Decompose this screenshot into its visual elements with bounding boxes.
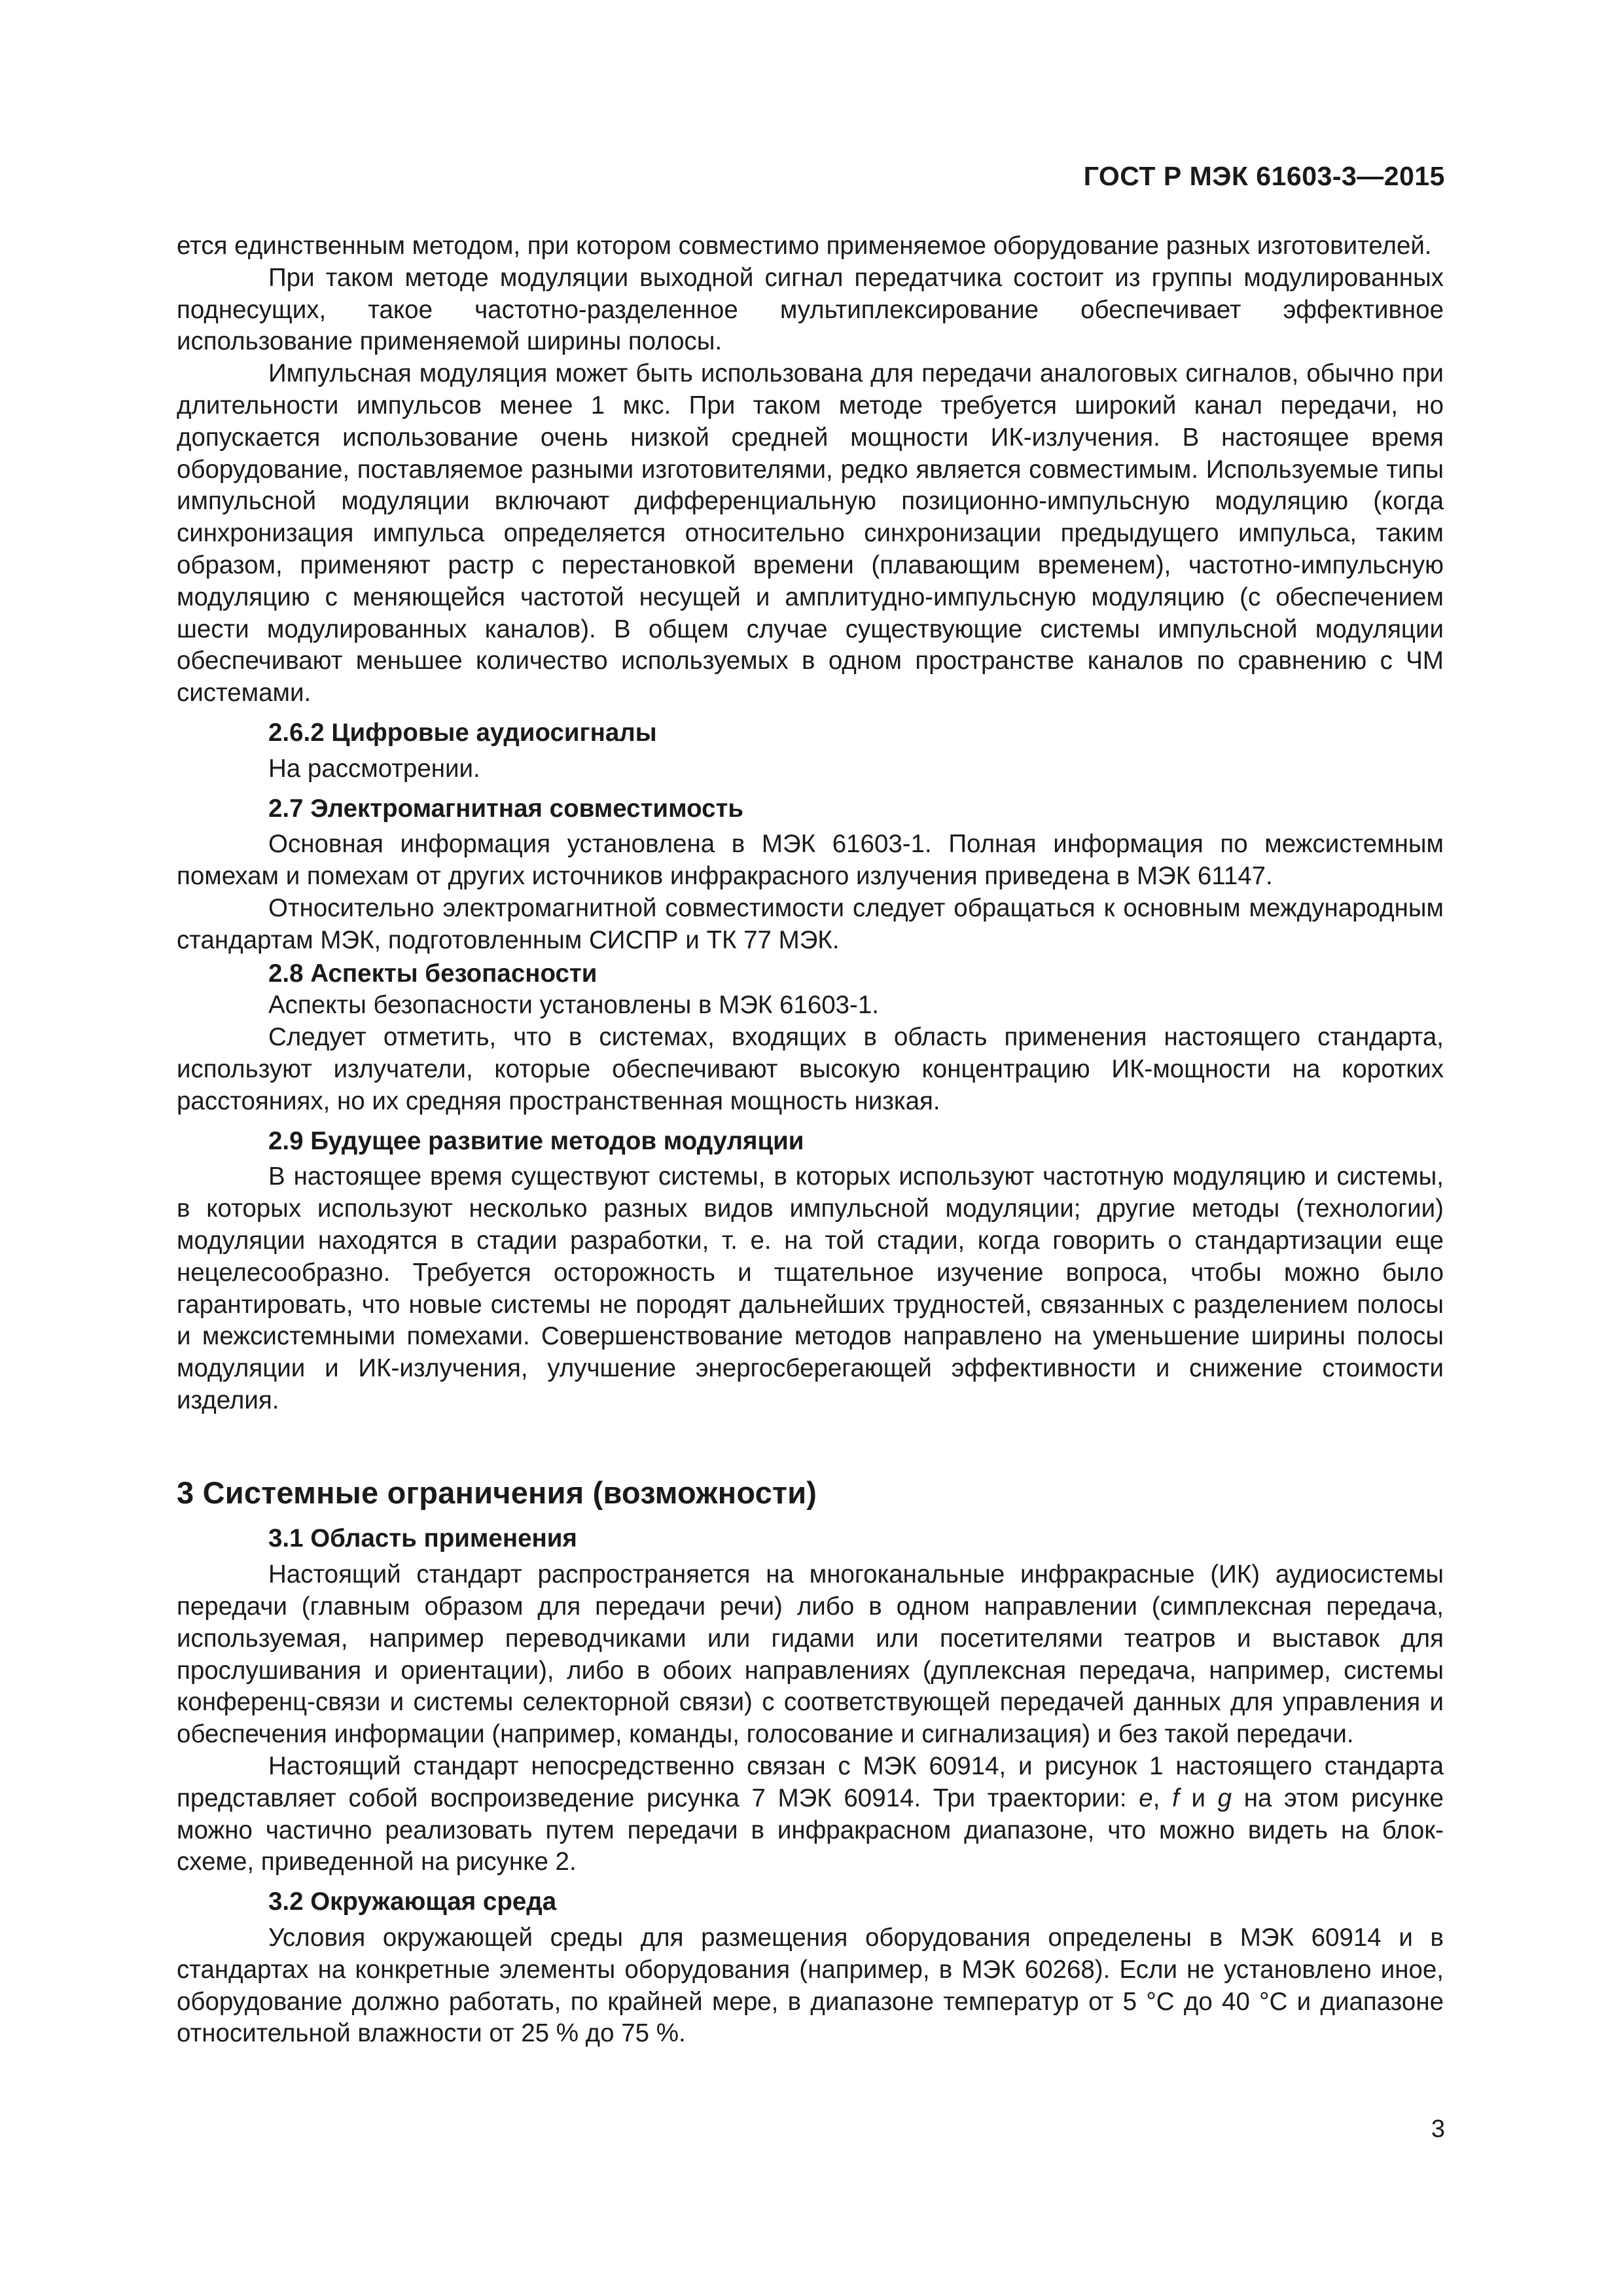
subsection-2-6-2-title: 2.6.2 Цифровые аудиосигналы — [268, 718, 657, 747]
subsection-3-2-title: 3.2 Окружающая среда — [268, 1888, 557, 1916]
subsection-2-7-paragraph-1: Основная информация установлена в МЭК 61603-1. Полная информация по межсистемным помехам и помехам от других источников инфракрасного излучения приведена в МЭК 61147. — [177, 830, 1444, 891]
subsection-3-1-paragraph-1: Настоящий стандарт распространяется на многоканальные инфракрасные (ИК) аудиосистемы передачи (главным образом для передачи речи) либо в одном направлении (симплексная передача, используемая, например переводчиками или гидами или посетителями театров и выставок для прослушивания и ориентации), либо в обоих направлениях (дуплексная передача, например, системы конференц-связи и системы селекторной связи) с соответствующей передачей данных для управления и обеспечения информации (например, команды, голосование и сигнализация) и без такой передачи. — [177, 1560, 1444, 1749]
subsection-2-7-paragraph-2: Относительно электромагнитной совместимости следует обращаться к основным международным стандартам МЭК, подготовленным СИСПР и ТК 77 МЭК. — [177, 893, 1444, 954]
document-body — [177, 230, 1444, 2050]
trajectory-g: g — [1217, 1784, 1232, 1812]
section-3-title: 3 Системные ограничения (возможности) — [177, 1475, 817, 1510]
paragraph-modulation-output: При таком методе модуляции выходной сигнал передатчика состоит из группы модулированных поднесущих, такое частотно-разделенное мультиплексирование обеспечивает эффективное использование применяемой ширины полосы. — [177, 263, 1444, 356]
paragraph-pulse-modulation: Импульсная модуляция может быть использована для передачи аналоговых сигналов, обычно при длительности импульсов менее 1 мкс. При таком методе требуется широкий канал передачи, но допускается использование очень низкой средней мощности ИК-излучения. В настоящее время оборудование, поставляемое разными изготовителями, редко является совместимым. Используемые типы импульсной модуляции включают дифференциальную позиционно-импульсную модуляцию (когда синхронизация импульса определяется относительно синхронизации предыдущего импульса, таким образом, применяют растр с перестановкой времени (плавающим временем), частотно-импульсную модуляцию с меняющейся частотой несущей и амплитудно-импульсную модуляцию (с обеспечением шести модулированных каналов). В общем случае существующие системы импульсной модуляции обеспечивают меньшее количество используемых в одном пространстве каналов по сравнению с ЧМ системами. — [177, 359, 1444, 708]
subsection-2-8-paragraph-1: Аспекты безопасности установлены в МЭК 61603-1. — [268, 991, 879, 1020]
subsection-2-7-title: 2.7 Электромагнитная совместимость — [268, 794, 744, 823]
subsection-2-8-paragraph-2: Следует отметить, что в системах, входящих в область применения настоящего стандарта, используют излучатели, которые обеспечивают высокую концентрацию ИК-мощности на коротких расстояниях, но их средняя пространственная мощность низкая. — [177, 1023, 1444, 1115]
subsection-2-8-title: 2.8 Аспекты безопасности — [268, 959, 597, 988]
conjunction: и — [1179, 1784, 1218, 1812]
paragraph-text: на этом рисунке можно частично реализовать путем передачи в инфракрасном диапазоне, что можно видеть на блок-схеме, приведенной на рисунке 2. — [177, 1784, 1444, 1876]
trajectory-e: е — [1139, 1784, 1153, 1812]
separator: , — [1152, 1784, 1173, 1812]
subsection-2-9-title: 2.9 Будущее развитие методов модуляции — [268, 1126, 804, 1155]
document-header: ГОСТ Р МЭК 61603-3—2015 — [1083, 161, 1445, 191]
subsection-3-1-title: 3.1 Область применения — [268, 1524, 577, 1553]
trajectory-f: f — [1172, 1784, 1179, 1812]
subsection-3-2-paragraph-1: Условия окружающей среды для размещения оборудования определены в МЭК 60914 и в стандартах на конкретные элементы оборудования (например, в МЭК 60268). Если не установлено иное, оборудование должно работать, по крайней мере, в диапазоне температур от 5 °С до 40 °С и диапазоне относительной влажности от 25 % до 75 %. — [177, 1924, 1444, 2048]
subsection-3-1-paragraph-2 — [177, 1751, 1444, 1878]
paragraph-text: Настоящий стандарт непосредственно связан с МЭК 60914, и рисунок 1 настоящего стандарта представляет собой воспроизведение рисунка 7 МЭК 60914. Три траектории: — [177, 1752, 1444, 1812]
page-number: 3 — [1431, 2115, 1445, 2143]
paragraph-continuation: ется единственным методом, при котором совместимо применяемое оборудование разных изготовителей. — [177, 232, 1432, 260]
subsection-2-9-paragraph-1: В настоящее время существуют системы, в которых используют частотную модуляцию и системы, в которых используют несколько разных видов импульсной модуляции; другие методы (технологии) модуляции находятся в стадии разработки, т. е. на той стадии, когда говорить о стандартизации еще нецелесообразно. Требуется осторожность и тщательное изучение вопроса, чтобы можно было гарантировать, что новые системы не породят дальнейших трудностей, связанных с разделением полосы и межсистемными помехами. Совершенствование методов направлено на уменьшение ширины полосы модуляции и ИК-излучения, улучшение энергосберегающей эффективности и снижение стоимости изделия. — [177, 1162, 1444, 1414]
subsection-2-6-2-text: На рассмотрении. — [268, 754, 480, 783]
